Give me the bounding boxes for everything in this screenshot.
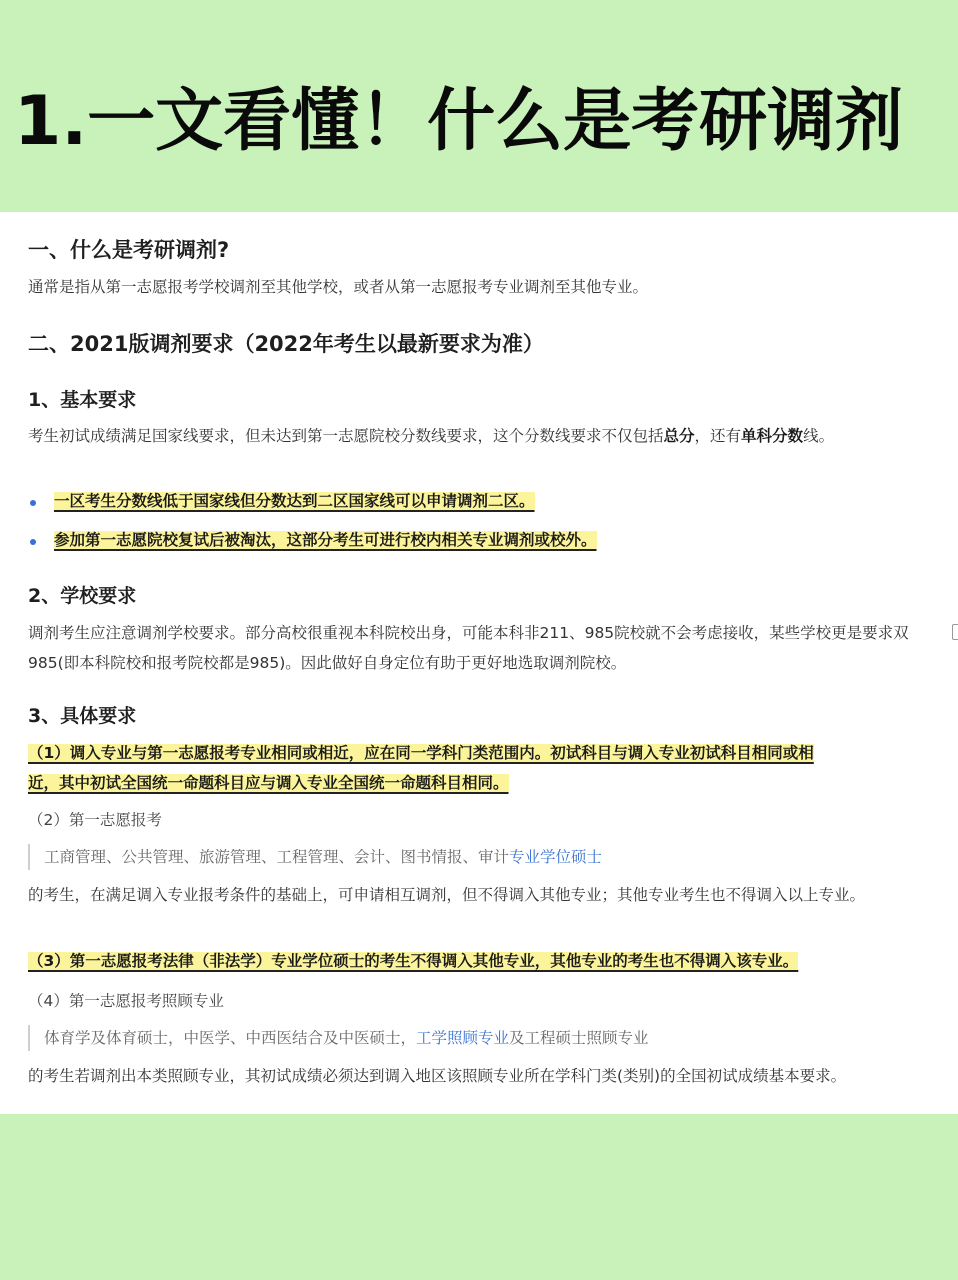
highlighted-item-1 — [28, 738, 814, 798]
document-body — [0, 212, 958, 1114]
blockquote-majors — [28, 844, 602, 870]
item-2-title: （2）第一志愿报考 — [28, 811, 162, 829]
blockquote-special-majors — [28, 1025, 649, 1051]
paragraph-item-2: 的考生，在满足调入专业报考条件的基础上，可申请相互调剂，但不得调入其他专业；其他专业考生也不得调入以上专业。 — [28, 886, 866, 904]
paragraph-school: 调剂考生应注意调剂学校要求。部分高校很重视本科院校出身，可能本科非211、985院校就不会考虑接收，某些学校更是要求双985(即本科院校和报考院校都是985)。因此做好自身定位有助于更好地选取调剂院校。 — [28, 624, 909, 672]
text: 线。 — [803, 427, 835, 445]
quote-text: 体育学及体育硕士，中医学、中西医结合及中医硕士， — [44, 1029, 417, 1047]
paragraph-item-4: 的考生若调剂出本类照顾专业，其初试成绩必须达到调入地区该照顾专业所在学科门类(类别)的全国初试成绩基本要求。 — [28, 1067, 847, 1085]
paragraph-basic — [28, 421, 928, 451]
highlighted-text: 近，其中初试全国统一命题科目应与调入专业全国统一命题科目相同。 — [28, 774, 509, 792]
list-item — [54, 489, 535, 511]
quote-text: 工商管理、公共管理、旅游管理、工程管理、会计、图书情报、审计 — [44, 848, 510, 866]
bullet-icon — [30, 500, 36, 506]
section-heading-requirements: 二、2021版调剂要求（2022年考生以最新要求为准） — [28, 332, 544, 356]
subheading-school: 2、学校要求 — [28, 585, 137, 607]
banner-title: 1.一文看懂！什么是考研调剂 — [14, 82, 904, 161]
section-heading-what-is: 一、什么是考研调剂? — [28, 238, 230, 262]
highlighted-text: 一区考生分数线低于国家线但分数达到二区国家线可以申请调剂二区。 — [54, 492, 535, 510]
subheading-basic: 1、基本要求 — [28, 389, 137, 411]
text: 考生初试成绩满足国家线要求，但未达到第一志愿院校分数线要求，这个分数线要求不仅包括 — [28, 427, 664, 445]
bullet-icon — [30, 539, 36, 545]
bottom-background — [0, 1114, 958, 1280]
quote-text: 及工程硕士照顾专业 — [509, 1029, 649, 1047]
side-marker-icon — [952, 624, 958, 640]
item-4-title: （4）第一志愿报考照顾专业 — [28, 992, 224, 1010]
subheading-specific: 3、具体要求 — [28, 705, 137, 727]
highlighted-item-3 — [28, 949, 798, 971]
link-professional-degree[interactable]: 专业学位硕士 — [509, 848, 603, 866]
bold-text: 单科分数 — [741, 427, 804, 445]
title-banner — [0, 0, 958, 212]
highlighted-text: （1）调入专业与第一志愿报考专业相同或相近，应在同一学科门类范围内。初试科目与调入专业初试科目相同或相 — [28, 744, 814, 762]
section-body-what-is: 通常是指从第一志愿报考学校调剂至其他学校，或者从第一志愿报考专业调剂至其他专业。 — [28, 278, 649, 296]
highlighted-text: 参加第一志愿院校复试后被淘汰，这部分考生可进行校内相关专业调剂或校外。 — [54, 531, 597, 549]
bold-text: 总分 — [663, 427, 695, 445]
list-item — [54, 528, 597, 550]
highlighted-text: （3）第一志愿报考法律（非法学）专业学位硕士的考生不得调入其他专业，其他专业的考生也不得调入该专业。 — [28, 952, 799, 970]
link-engineering-special[interactable]: 工学照顾专业 — [416, 1029, 510, 1047]
text: ，还有 — [694, 427, 742, 445]
